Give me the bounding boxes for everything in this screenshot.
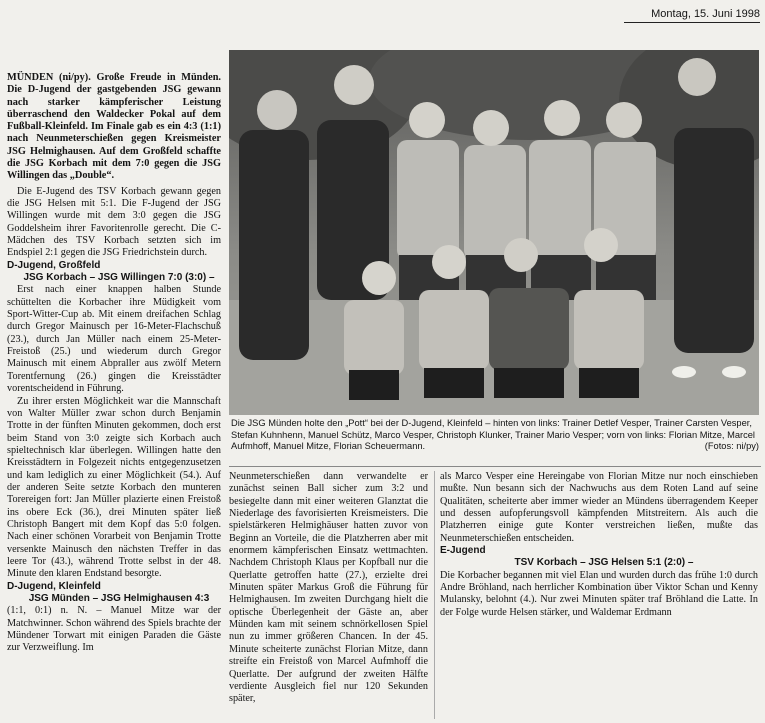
section-heading-kleinfeld: D-Jugend, Kleinfeld — [7, 580, 101, 592]
divider — [229, 466, 761, 467]
column-divider — [434, 471, 435, 719]
team-photo — [229, 50, 759, 415]
match1-text2: Zu ihrer ersten Möglichkeit war die Mannschaft von Walter Müller zwar schon durch Benjamin Trotte in der fünften Minuten gekommen, doch erst beim Stand von 3:0 zeigte sich Korbach auch spieltechnisch klar überlegen. Willingen hatte den Kreisstädtern in Folgezeit nichts entgegenzusetzen und kam lediglich zu einer Möglichkeit (54.). Auf der anderen Seite setzte Korbach den munteren Torereigen fort: Jan Müller plazierte einen Freistoß ins obere Eck (36.), drei Minuten später ließ Christoph Bangert mit dem Kopf das 5:0 folgen. Nach einer schönen Vorarbeit von Benjamin Trotte versenkte Mainusch den nächsten Treffer in das leere Tor (43.), während Trotte selbst in der 48. Minute den klaren Endstand besorgte. — [7, 395, 221, 580]
match1-text: Erst nach einer knappen halben Stunde schüttelten die Korbacher ihre Müdigkeit vom Sport-Witter-Cup ab. Mit einem dreifachen Schlag durch Gregor Mainusch per 16-Meter-Flachschuß (23.), durch Jan Müller nach einem 25-Meter-Freistoß (25.) und wiederum durch Gregor Mainusch mit einem Abpraller aus zwölf Metern Torentfernung (26.) gingen die Kreisstädter vorentscheidend in Führung. — [7, 284, 221, 395]
col3-text: als Marco Vesper eine Hereingabe von Florian Mitze nur noch einschieben mußte. Nun besann sich der Nachwuchs aus dem Roten Land auf seine Qualitäten, scheiterte aber immer wieder an Mündens überragendem Keeper und dessen aufopferungsvoll kämpfenden Mitstreitern. Als auch die Platzherren einige gute Konter verstreichen ließen, mußte das Neunmeterschießen entscheiden. — [440, 471, 758, 544]
col2-text: Neunmeterschießen dann verwandelte er zunächst seinen Ball sicher zum 3:2 und besiegelte dann mit einer weiteren Glanztat die Niederlage des favorisierten Kreismeisters. Die spielstärkeren Helmighäuser hatten zuvor von Beginn an Vorteile, die die Platzherren aber mit enormem kämpferischen Einsatz wettmachten. Nachdem Christoph Klaus per Kopfball nur die Querlatte getroffen hatte (27.), erzielte drei Minuten später Markus Groß die Führung für Helmighausen. Im zweiten Durchgang hielt die optische Überlegenheit der Gäste an, aber Münden kam mit seinem schnörkellosen Spiel nun zu immer größeren Chancen. In der 45. Minute scheiterte zunächst Florian Mitze, dann streifte ein Freistoß von Marcel Aufmhoff die Querlatte. Der aufgrund der zweiten Hälfte verdiente Ausgleich fiel nur 120 Sekunden später, — [229, 471, 428, 705]
left-column — [7, 72, 221, 655]
middle-column — [229, 471, 428, 706]
match2-title: JSG Münden – JSG Helmighausen 4:3 — [28, 593, 210, 605]
right-column — [440, 471, 758, 619]
team-photo-image — [229, 50, 759, 415]
match3-text: Die Korbacher begannen mit viel Elan und wurden durch das frühe 1:0 durch Andre Bröhland, nach herrlicher Kombination über Viktor Schan und Kenny Mulansky, belohnt (4.). Nur zwei Minuten später traf Bröhland die Latte. In der Folge wurde Helsen stärker, und Waldemar Erdmann — [440, 569, 758, 618]
photo-caption — [231, 418, 759, 453]
section-heading-grossfeld: D-Jugend, Großfeld — [7, 259, 101, 271]
photo-credit: (Fotos: ni/py) — [704, 441, 759, 451]
dateline: Montag, 15. Juni 1998 — [624, 8, 760, 23]
intro-paragraph: Die E-Jugend des TSV Korbach gewann gegen die JSG Helsen mit 5:1. Die F-Jugend der JSG Willingen wurde mit dem 3:0 gegen die JSG Goddelsheim ihrer Favoritenrolle gerecht. Die C-Mädchen des TSV Korbach setzten sich im Endspiel 2:1 gegen die JSG Friedrichstein durch. — [7, 185, 221, 259]
match3-title: TSV Korbach – JSG Helsen 5:1 (2:0) – — [514, 557, 694, 569]
match2-text: (1:1, 0:1) n. N. – Manuel Mitze war der Matchwinner. Schon während des Spiels brachte der Mündener Torwart mit einigen Paraden die Gäste zur Verzweiflung. Im — [7, 605, 221, 654]
match1-title: JSG Korbach – JSG Willingen 7:0 (3:0) – — [23, 272, 215, 284]
section-heading-ejugend: E-Jugend — [440, 545, 486, 557]
caption-text: Die JSG Münden holte den „Pott“ bei der D-Jugend, Kleinfeld – hinten von links: Trainer Detlef Vesper, Trainer Carsten Vesper, Stefan Kuhnhenn, Manuel Schütz, Marco Vesper, Christoph Klunker, Trainer Mario Vesper; vorn von links: Florian Mitze, Marcel Aufmhoff, Manuel Mitze, Florian Scheuermann. — [231, 418, 755, 451]
lead-paragraph: MÜNDEN (ni/py). Große Freude in Münden. Die D-Jugend der gastgebenden JSG gewann nach starker kämpferischer Leistung überraschend den Waldecker Pokal auf dem Fußball-Kleinfeld. Im Finale gab es ein 4:3 (1:1) nach Neunmeterschießen gegen Kreismeister JSG Helmighausen. Auf dem Großfeld schaffte die JSG Korbach mit dem 7:0 gegen die JSG Willingen das „Double“. — [7, 72, 221, 182]
